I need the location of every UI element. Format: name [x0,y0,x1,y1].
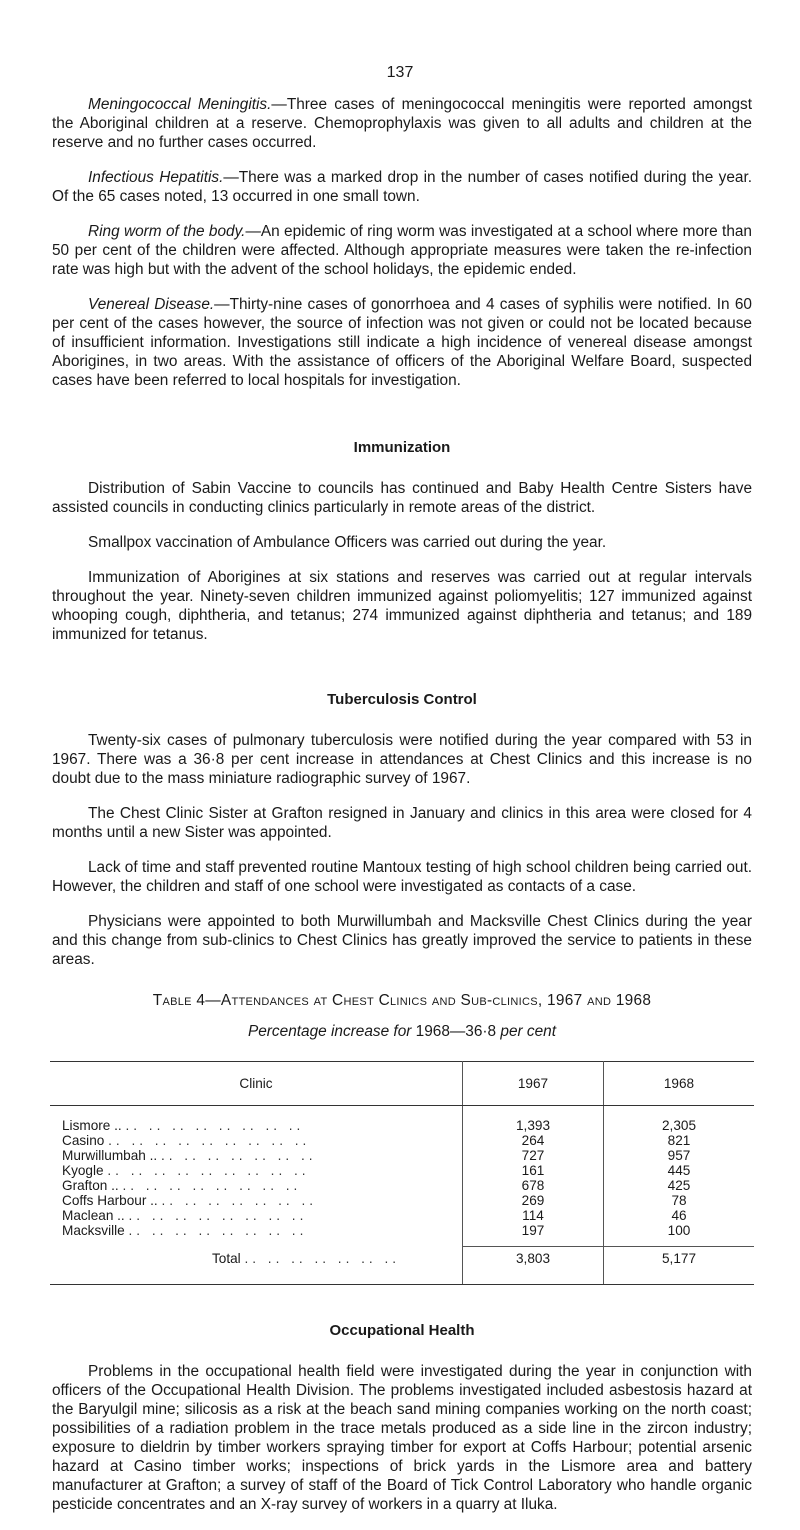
tuberculosis-heading: Tuberculosis Control [327,691,477,708]
table-row [50,1223,754,1247]
immunization-paragraph-2: Smallpox vaccination of Ambulance Officers was carried out during the year. [88,534,607,551]
value-1968: 46 [671,1208,687,1223]
clinic-name: Murwillumbah .. .. .. .. .. .. .. .. [50,1148,463,1163]
meningitis-title: Meningococcal Meningitis. [88,96,272,113]
clinic-name: Grafton .. .. .. .. .. .. .. .. .. [50,1178,463,1193]
table-title: Table 4—Attendances at Chest Clinics and Sub-clinics, 1967 and 1968 [152,992,652,1009]
table-subtitle [52,1022,752,1041]
table-row [50,1178,754,1193]
immunization-paragraph-3: Immunization of Aborigines at six stations and reserves was carried out at regular intervals throughout the year. Ninety-seven children immunized against poliomyelitis; 127 immunized against whooping cough, diphtheria, and tetanus; 274 immunized against diphtheria and tetanus; and 189 immunized for tetanus. [52,569,752,643]
clinic-name: Macksville .. .. .. .. .. .. .. .. [50,1223,463,1247]
value-1968: 821 [667,1133,691,1148]
header-clinic: Clinic [50,1062,463,1106]
ringworm-title: Ring worm of the body. [88,223,246,240]
table-row [50,1193,754,1208]
paragraph-meningitis [52,95,752,152]
value-1967: 264 [463,1133,604,1148]
paragraph-ringworm [52,222,752,279]
subtitle-value: 1968—36·8 [415,1023,497,1040]
table-row [50,1208,754,1223]
value-1967: 727 [463,1148,604,1163]
header-1967: 1967 [463,1062,604,1106]
occupational-paragraph-1: Problems in the occupational health field were investigated during the year in conjunction with officers of the Occupational Health Division. The problems investigated included asbestosis hazard at the Baryulgil mine; silicosis as a risk at the beach sand mining companies working on the north coast; possibilities of a radiation problem in the trace metals produced as a side line in the zircon industry; exposure to dieldrin by timber workers spraying timber for export at Coffs Harbour; potential arsenic hazard at Casino timber works; inspections of brick yards in the Lismore area and battery manufacturer at Grafton; a survey of staff of the Board of Tick Control Laboratory who handle organic pesticide concentrates and an X-ray survey of workers in a quarry at Iluka. [52,1363,752,1513]
paragraph-venereal [52,295,752,390]
table-row [50,1163,754,1178]
venereal-text: —Thirty-nine cases of gonorrhoea and 4 cases of syphilis were notified. In 60 per cent of the cases however, the source of infection was not given or could not be located because of insufficient information. Investigations still indicate a high incidence of venereal disease amongst Aborigines, in two areas. With the assistance of officers of the Aboriginal Welfare Board, suspected cases have been referred to local hospitals for investigation. [52,296,752,389]
tuberculosis-paragraph-3: Lack of time and staff prevented routine Mantoux testing of high school children being carried out. However, the children and staff of one school were investigated as contacts of a case. [52,859,752,895]
tuberculosis-paragraph-2: The Chest Clinic Sister at Grafton resigned in January and clinics in this area were closed for 4 months until a new Sister was appointed. [52,805,752,841]
value-1968: 78 [671,1193,687,1208]
subtitle-prefix: Percentage increase for [247,1023,412,1040]
tuberculosis-paragraph-1: Twenty-six cases of pulmonary tuberculosis were notified during the year compared with 53 in 1967. There was a 36·8 per cent increase in attendances at Chest Clinics and this increase is no doubt due to the mass miniature radiographic survey of 1967. [52,732,752,787]
value-1968: 425 [667,1178,691,1193]
table-row [50,1148,754,1163]
meningitis-text: —Three cases of meningococcal meningitis were reported amongst the Aboriginal children at a reserve. Chemoprophylaxis was given to all adults and children at the reserve and no further cases occurred. [52,96,752,151]
page-content [52,95,752,1530]
ringworm-text: —An epidemic of ring worm was investigated at a school where more than 50 per cent of the children were affected. Although appropriate measures were taken the re-infection rate was high but with the advent of the school holidays, the epidemic ended. [52,223,752,278]
clinic-name: Kyogle .. .. .. .. .. .. .. .. .. [50,1163,463,1178]
header-1968: 1968 [604,1062,755,1106]
tuberculosis-paragraph-4: Physicians were appointed to both Murwillumbah and Macksville Chest Clinics during the year and this change from sub-clinics to Chest Clinics has greatly improved the service to patients in these areas. [52,913,752,968]
clinic-name: Casino .. .. .. .. .. .. .. .. .. [50,1133,463,1148]
clinic-name: Coffs Harbour .. .. .. .. .. .. .. .. [50,1193,463,1208]
value-1967: 678 [463,1178,604,1193]
total-1967: 3,803 [463,1247,604,1285]
occupational-heading: Occupational Health [329,1322,475,1339]
value-1967: 197 [463,1223,604,1247]
value-1968: 100 [667,1223,691,1238]
table-total-row [50,1247,754,1285]
immunization-paragraph-1: Distribution of Sabin Vaccine to councils has continued and Baby Health Centre Sisters have assisted councils in conducting clinics particularly in remote areas of the district. [52,480,752,516]
clinic-name: Lismore .. .. .. .. .. .. .. .. .. [50,1106,463,1134]
page-number: 137 [386,64,414,81]
value-1967: 161 [463,1163,604,1178]
value-1967: 1,393 [463,1106,604,1134]
table-row [50,1133,754,1148]
value-1968: 445 [667,1163,691,1178]
hepatitis-text: —There was a marked drop in the number of cases notified during the year. Of the 65 cases noted, 13 occurred in one small town. [52,169,752,205]
table-header-row [50,1062,754,1106]
clinic-name: Maclean .. .. .. .. .. .. .. .. .. [50,1208,463,1223]
subtitle-suffix: per cent [500,1023,557,1040]
value-1968: 2,305 [661,1118,697,1133]
immunization-heading: Immunization [353,439,451,456]
total-1968: 5,177 [604,1247,755,1285]
hepatitis-title: Infectious Hepatitis. [88,169,224,186]
table-row [50,1106,754,1134]
attendance-table [50,1061,754,1285]
value-1967: 114 [463,1208,604,1223]
value-1968: 957 [667,1148,691,1163]
total-label: Total .. .. .. .. .. .. .. [50,1247,463,1285]
value-1967: 269 [463,1193,604,1208]
paragraph-hepatitis [52,168,752,206]
venereal-title: Venereal Disease. [88,296,215,313]
